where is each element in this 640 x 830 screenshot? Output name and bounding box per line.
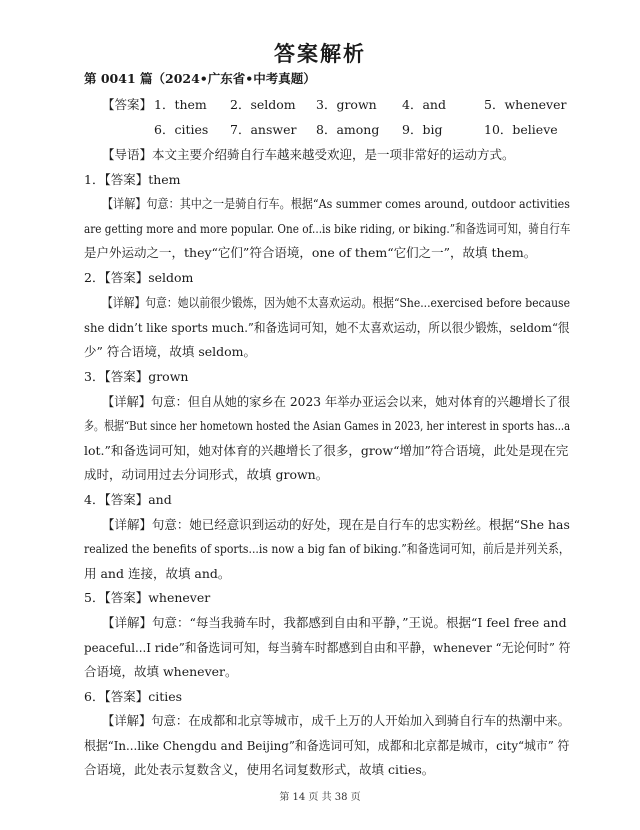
- answer-item: 10．believe: [484, 122, 558, 137]
- answer-item: 4．and: [402, 97, 446, 112]
- item-detail-line: realized the benefits of sports...is now a big fan of biking.”和备选词可知，前后是并列关系，: [84, 541, 570, 556]
- answer-item: 6．cities: [154, 122, 209, 137]
- item-detail-line: 多。根据“But since her hometown hosted the Asian Games in 2023, her interest in sports has...a: [84, 418, 571, 433]
- item-heading-5: 5．【答案】whenever: [84, 590, 211, 605]
- item-detail-line: 根据“In...like Chengdu and Beijing”和备选词可知，成都和北京都是城市，city“城市” 符: [84, 738, 570, 753]
- item-detail-line: 是户外运动之一，they“它们”符合语境，one of them“它们之一”，故填 them。: [84, 245, 537, 260]
- answer-item: 8．among: [316, 122, 380, 137]
- answer-item: 1．them: [154, 97, 207, 112]
- item-detail-line: 【详解】句意：在成都和北京等城市，成千上万的人开始加入到骑自行车的热潮中来。: [102, 713, 570, 728]
- item-detail-line: are getting more and more popular. One of...is bike riding, or biking.”和备选词可知，骑自行车: [84, 221, 571, 236]
- item-detail-line: peaceful...I ride”和备选词可知，每当骑车时都感到自由和平静，whenever “无论何时” 符: [84, 640, 571, 655]
- item-detail-line: 成时，动词用过去分词形式，故填 grown。: [84, 467, 329, 482]
- item-detail-line: 用 and 连接，故填 and。: [84, 566, 231, 581]
- item-detail-line: 【详解】句意：其中之一是骑自行车。根据“As summer comes around, outdoor activities: [102, 196, 570, 211]
- item-heading-6: 6．【答案】cities: [84, 689, 183, 704]
- item-detail-line: she didn’t like sports much.”和备选词可知，她不太喜欢运动，所以很少锻炼，seldom“很: [84, 320, 570, 335]
- item-detail-line: 【详解】句意：但自从她的家乡在 2023 年举办亚运会以来，她对体育的兴趣增长了很: [102, 394, 571, 409]
- answer-item: 2．seldom: [230, 97, 296, 112]
- item-detail-line: 【详解】句意：“每当我骑车时，我都感到自由和平静，”王说。根据“I feel free and: [102, 615, 567, 630]
- answer-label: 【答案】: [102, 97, 153, 112]
- item-heading-1: 1．【答案】them: [84, 172, 181, 187]
- item-detail-line: lot.”和备选词可知，她对体育的兴趣增长了很多，grow“增加”符合语境，此处是现在完: [84, 443, 569, 458]
- page-title: 答案解析: [274, 41, 366, 66]
- item-heading-2: 2．【答案】seldom: [84, 270, 194, 285]
- item-detail-line: 【详解】句意：她以前很少锻炼，因为她不太喜欢运动。根据“She...exercised before because: [102, 295, 571, 310]
- answer-row-1: [84, 95, 567, 115]
- passage-subtitle: 第 0041 篇（2024•广东省•中考真题）: [84, 71, 316, 86]
- guide-text: 【导语】本文主要介绍骑自行车越来越受欢迎，是一项非常好的运动方式。: [102, 147, 515, 162]
- item-detail-line: 合语境，此处表示复数含义，使用名词复数形式，故填 cities。: [84, 762, 435, 777]
- answer-item: 5．whenever: [484, 97, 567, 112]
- answer-item: 9．big: [402, 122, 443, 137]
- item-detail-line: 合语境，故填 whenever。: [84, 664, 238, 679]
- item-heading-4: 4．【答案】and: [84, 492, 172, 507]
- item-detail-line: 少” 符合语境，故填 seldom。: [84, 344, 257, 359]
- item-heading-3: 3．【答案】grown: [84, 369, 189, 384]
- page-footer: 第 14 页 共 38 页: [279, 792, 361, 803]
- answer-item: 7．answer: [230, 122, 297, 137]
- item-detail-line: 【详解】句意：她已经意识到运动的好处，现在是自行车的忠实粉丝。根据“She has: [102, 517, 570, 532]
- answer-row-2: [84, 120, 564, 140]
- answer-item: 3．grown: [316, 97, 377, 112]
